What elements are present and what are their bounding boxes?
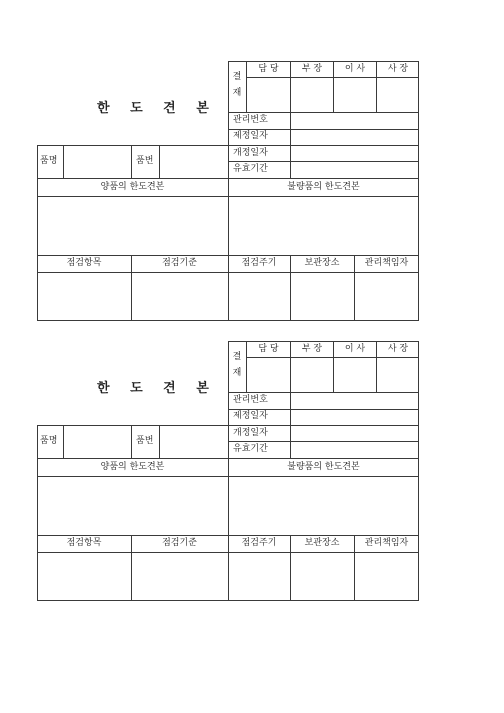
- approval-role-manager: 부 장: [301, 344, 323, 354]
- header-inspection-criteria: 점검기준: [162, 258, 197, 268]
- form-title: 한 도 견 본: [97, 381, 217, 396]
- approval-role-director: 이 사: [344, 64, 366, 74]
- approval-role-staff: 담 당: [258, 344, 279, 354]
- label-good-sample: 양품의 한도견본: [100, 182, 165, 192]
- label-revised-date: 개정일자: [233, 428, 268, 438]
- label-defect-sample: 불량품의 한도견본: [287, 462, 360, 472]
- label-management-number: 관리번호: [233, 395, 268, 405]
- approval-bottom-border: [228, 392, 419, 393]
- header-inspection-criteria: 점검기준: [162, 538, 197, 548]
- label-valid-period: 유효기간: [233, 164, 268, 174]
- header-inspection-item: 점검항목: [66, 258, 102, 268]
- label-established-date: 제정일자: [233, 131, 268, 141]
- approval-bottom-border: [228, 112, 419, 113]
- limit-sample-form: [37, 61, 419, 321]
- label-management-number: 관리번호: [233, 115, 268, 125]
- label-item-number: 품번: [136, 436, 154, 446]
- approval-top-border: [228, 61, 419, 62]
- approval-role-president: 사 장: [387, 64, 409, 74]
- label-valid-period: 유효기간: [233, 444, 268, 454]
- header-inspection-cycle: 점검주기: [241, 258, 277, 268]
- form-left-border: [37, 425, 38, 601]
- label-item-name: 품명: [40, 436, 58, 446]
- header-storage-location: 보관장소: [304, 538, 340, 548]
- approval-role-manager: 부 장: [301, 64, 323, 74]
- label-item-name: 품명: [40, 156, 58, 166]
- header-inspection-item: 점검항목: [66, 538, 102, 548]
- limit-sample-form: [37, 341, 419, 601]
- header-responsible-manager: 관리책임자: [364, 538, 409, 548]
- label-revised-date: 개정일자: [233, 148, 268, 158]
- label-defect-sample: 불량품의 한도견본: [287, 182, 360, 192]
- approval-label: 결: [232, 72, 242, 82]
- approval-role-director: 이 사: [344, 344, 366, 354]
- header-responsible-manager: 관리책임자: [364, 258, 409, 268]
- header-storage-location: 보관장소: [304, 258, 340, 268]
- label-item-number: 품번: [136, 156, 154, 166]
- approval-label: 결: [232, 352, 242, 362]
- label-good-sample: 양품의 한도견본: [100, 462, 165, 472]
- approval-top-border: [228, 341, 419, 342]
- header-inspection-cycle: 점검주기: [241, 538, 277, 548]
- approval-label: 재: [232, 88, 242, 98]
- form-title: 한 도 견 본: [97, 101, 217, 116]
- approval-label: 재: [232, 368, 242, 378]
- approval-role-president: 사 장: [387, 344, 409, 354]
- form-left-border: [37, 145, 38, 321]
- label-established-date: 제정일자: [233, 411, 268, 421]
- approval-role-staff: 담 당: [258, 64, 279, 74]
